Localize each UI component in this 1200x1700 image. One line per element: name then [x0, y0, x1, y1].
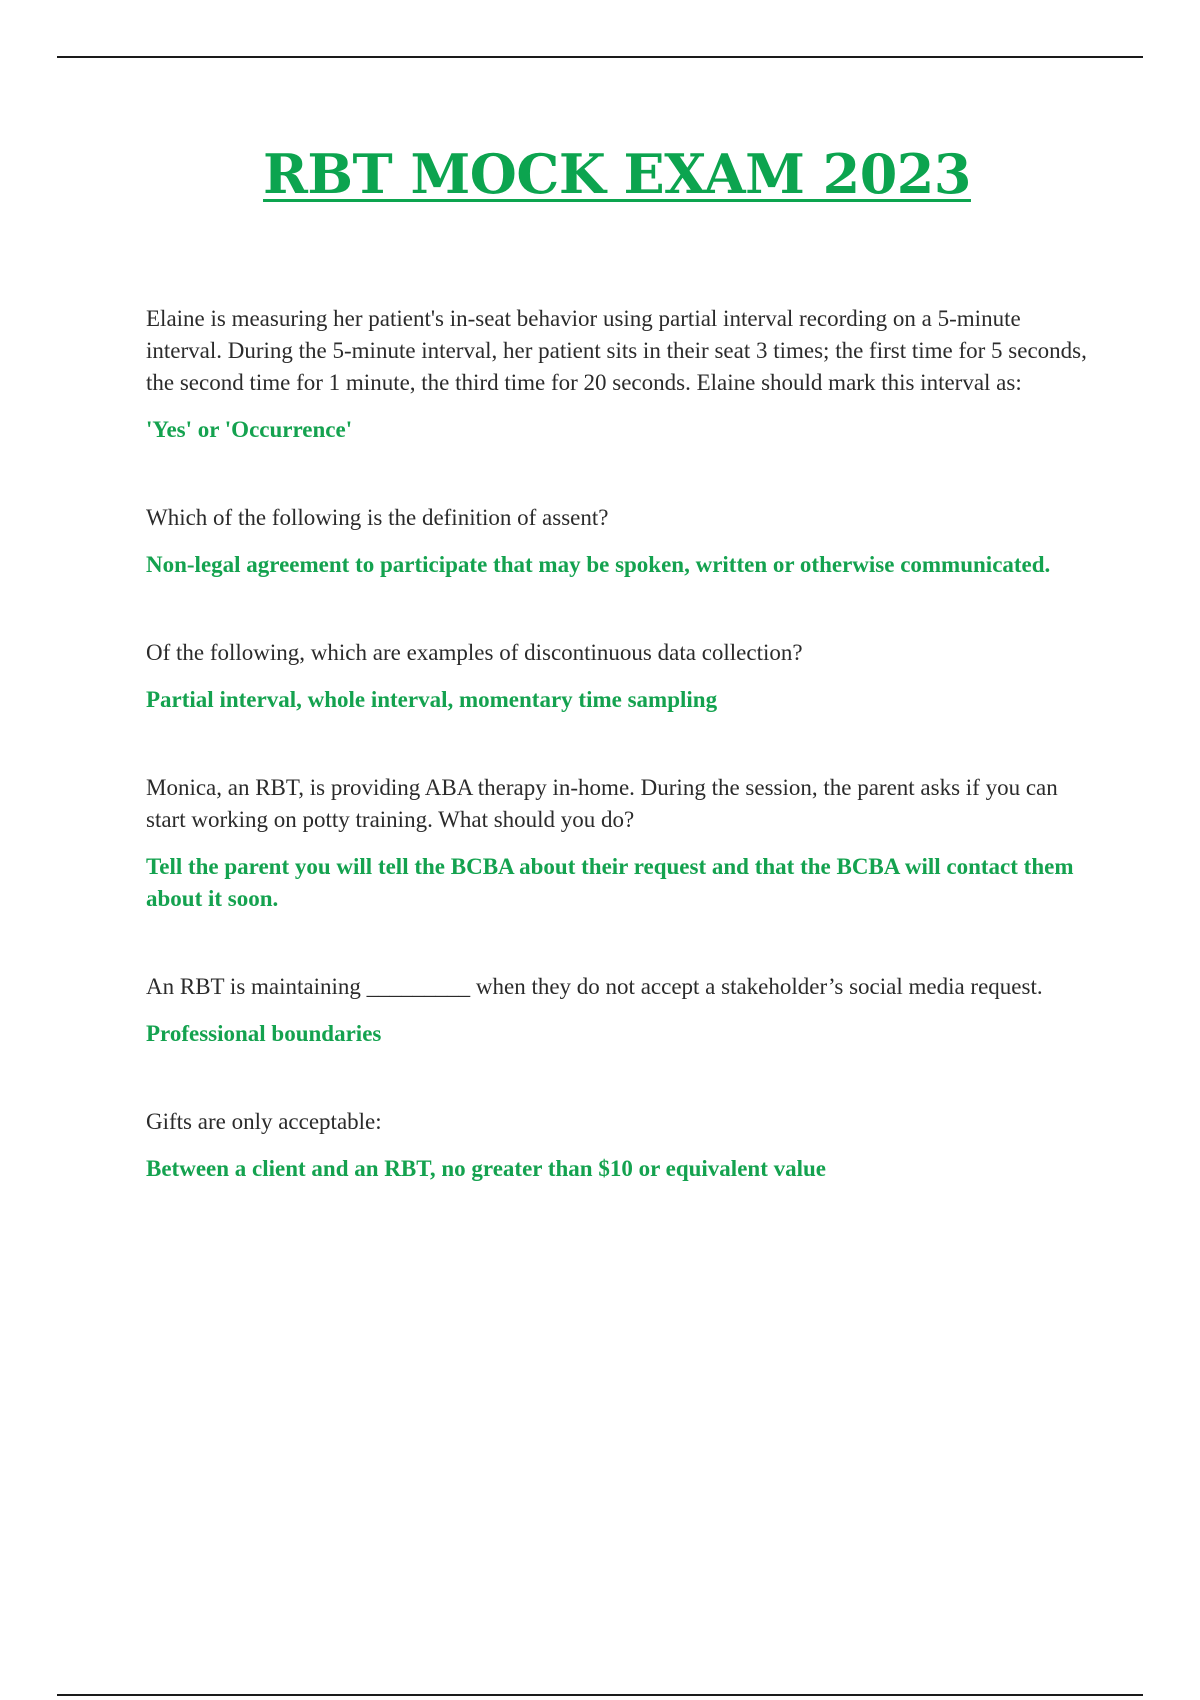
qa-item: [146, 637, 1091, 716]
bottom-rule: [57, 1694, 1143, 1696]
qa-item: [146, 971, 1091, 1050]
question-text: Which of the following is the definition of assent?: [146, 505, 609, 530]
document-title: RBT MOCK EXAM 2023: [263, 142, 971, 206]
answer-text: Professional boundaries: [146, 1021, 382, 1046]
answer-text: Partial interval, whole interval, momentary time sampling: [146, 687, 718, 712]
answer-text: Between a client and an RBT, no greater than $10 or equivalent value: [146, 1156, 826, 1181]
qa-item: [146, 502, 1091, 581]
question-text: Of the following, which are examples of discontinuous data collection?: [146, 640, 803, 665]
question-text: Monica, an RBT, is providing ABA therapy in-home. During the session, the parent asks if you can start working on potty training. What should you do?: [146, 775, 1058, 832]
qa-item: [146, 1106, 1091, 1185]
question-text: Elaine is measuring her patient's in-seat behavior using partial interval recording on a 5-minute interval. During the 5-minute interval, her patient sits in their seat 3 times; the first time for 5 seconds, the second time for 1 minute, the third time for 20 seconds. Elaine should mark this interval as:: [146, 306, 1087, 395]
question-text: Gifts are only acceptable:: [146, 1109, 382, 1134]
qa-item: [146, 772, 1091, 915]
question-text: An RBT is maintaining _________ when they do not accept a stakeholder’s social media request.: [146, 974, 1043, 999]
top-rule: [57, 56, 1143, 58]
qa-list: [146, 303, 1091, 1185]
answer-text: Non-legal agreement to participate that may be spoken, written or otherwise communicated.: [146, 552, 1051, 577]
qa-item: [146, 303, 1091, 446]
answer-text: 'Yes' or 'Occurrence': [146, 417, 353, 442]
answer-text: Tell the parent you will tell the BCBA about their request and that the BCBA will contact them about it soon.: [146, 854, 1074, 911]
